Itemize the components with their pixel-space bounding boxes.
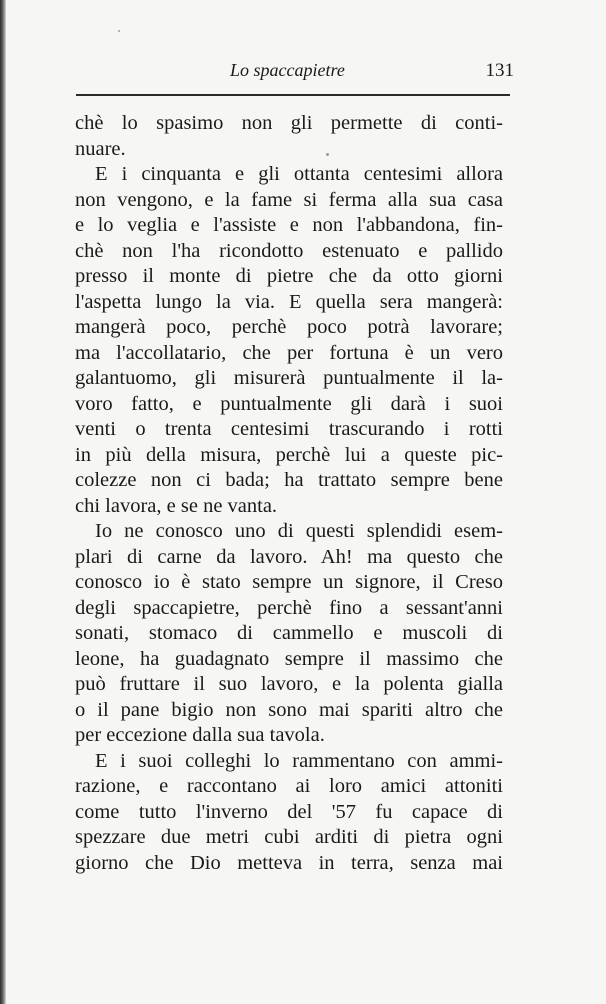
text-line: chè lo spasimo non gli permette di conti- [75,112,503,134]
text-line: e lo veglia e l'assiste e non l'abbandona, fin- [75,214,503,236]
text-line: colezze non ci bada; ha trattato sempre bene [75,469,503,491]
page-number: 131 [485,60,514,81]
text-line: mangerà poco, perchè poco potrà lavorare; [75,316,503,338]
text-line: ma l'accollatario, che per fortuna è un vero [75,341,503,364]
text-line: non vengono, e la fame si ferma alla sua casa [75,188,503,211]
text-line: voro fatto, e puntualmente gli darà i suoi [75,392,503,415]
text-line: plari di carne da lavoro. Ah! ma questo che [75,545,503,568]
ink-speck [326,153,329,156]
page-binding-edge [0,0,6,1004]
text-line: degli spaccapietre, perchè fino a sessant'anni [75,596,503,619]
text-line: l'aspetta lungo la via. E quella sera mangerà: [75,290,503,313]
text-line: razione, e raccontano ai loro amici attoniti [75,775,503,797]
text-line: sonati, stomaco di cammello e muscoli di [75,622,503,644]
header-rule [76,94,510,96]
text-line: E i suoi colleghi lo rammentano con ammi- [95,749,503,772]
body-text [75,111,503,876]
text-line: venti o trenta centesimi trascurando i rotti [75,418,503,440]
text-line: Io ne conosco uno di questi splendidi esem- [95,520,503,542]
text-line: presso il monte di pietre che da otto giorni [75,265,503,287]
text-line: chi lavora, e se ne vanta. [75,494,278,517]
text-line: nuare. [75,137,126,160]
text-line: in più della misura, perchè lui a queste pic- [75,443,503,466]
ink-speck [118,30,120,32]
text-line: come tutto l'inverno del '57 fu capace di [75,800,503,823]
text-line: E i cinquanta e gli ottanta centesimi allora [95,163,503,185]
text-line: per eccezione dalla sua tavola. [75,724,325,746]
text-line: giorno che Dio metteva in terra, senza mai [75,851,503,874]
text-line: galantuomo, gli misurerà puntualmente il la- [75,367,503,389]
text-line: spezzare due metri cubi arditi di pietra ogni [75,826,503,848]
running-title: Lo spaccapietre [230,60,345,80]
text-line: conosco io è stato sempre un signore, il Creso [75,571,503,593]
text-line: leone, ha guadagnato sempre il massimo che [75,647,503,670]
text-line: chè non l'ha ricondotto estenuato e pallido [75,239,503,262]
page-header [74,58,514,88]
text-line: o il pane bigio non sono mai spariti altro che [75,698,503,721]
text-line: può fruttare il suo lavoro, e la polenta gialla [75,673,503,695]
